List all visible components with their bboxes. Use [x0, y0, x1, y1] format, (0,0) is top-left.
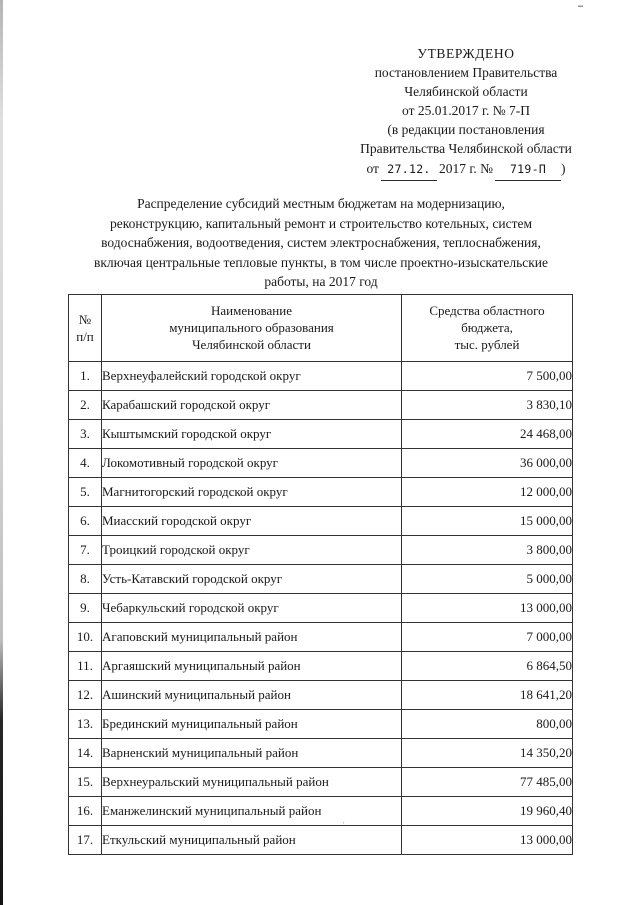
row-number-cell: 9.: [69, 594, 102, 623]
table-row: [69, 478, 573, 507]
municipality-name-cell: Верхнеуральский муниципальный район: [102, 768, 402, 797]
row-number-cell: 12.: [69, 681, 102, 710]
municipality-name-cell: Троицкий городской округ: [102, 536, 402, 565]
column-header-municipality: [102, 295, 402, 362]
column-header-municipality-line-3: Челябинской области: [192, 337, 311, 352]
budget-amount-cell: 18 641,20: [402, 681, 573, 710]
approval-block: [330, 44, 602, 181]
edition-date-field[interactable]: 27.12.: [381, 160, 437, 181]
row-number-cell: 10.: [69, 623, 102, 652]
edition-date-line: [330, 159, 602, 181]
title-line-3: водоснабжения, водоотведения, систем электроснабжения, теплоснабжения,: [101, 235, 541, 250]
row-number-cell: 2.: [69, 391, 102, 420]
row-number-cell: 15.: [69, 768, 102, 797]
approval-line-4: (в редакции постановления: [387, 122, 545, 137]
table-row: [69, 565, 573, 594]
column-header-number-line-1: №: [78, 311, 92, 327]
table-row: [69, 710, 573, 739]
edition-middle-label: 2017 г. №: [438, 161, 493, 176]
scan-speck-bottom: ▪: [343, 820, 345, 825]
table-row: [69, 739, 573, 768]
row-number-cell: 5.: [69, 478, 102, 507]
municipality-name-cell: Кыштымский городской округ: [102, 420, 402, 449]
scan-edge-artifact: [0, 0, 3, 905]
row-number-cell: 7.: [69, 536, 102, 565]
budget-amount-cell: 6 864,50: [402, 652, 573, 681]
column-header-budget: [402, 295, 573, 362]
column-header-budget-line-3: тыс. рублей: [454, 337, 520, 352]
row-number-cell: 17.: [69, 826, 102, 855]
column-header-municipality-line-2: муниципального образования: [169, 320, 334, 335]
budget-amount-cell: 3 800,00: [402, 536, 573, 565]
table-body: [69, 362, 573, 855]
row-number-cell: 11.: [69, 652, 102, 681]
table-header-row: [69, 295, 573, 362]
table-row: [69, 652, 573, 681]
budget-amount-cell: 14 350,20: [402, 739, 573, 768]
table-row: [69, 681, 573, 710]
title-line-5: работы, на 2017 год: [264, 274, 378, 289]
budget-amount-cell: 3 830,10: [402, 391, 573, 420]
budget-amount-cell: 36 000,00: [402, 449, 573, 478]
scan-speck-top: ▬: [578, 4, 584, 9]
budget-amount-cell: 13 000,00: [402, 594, 573, 623]
approval-line-1: постановлением Правительства: [374, 65, 558, 80]
table-row: [69, 536, 573, 565]
approval-line-5: Правительства Челябинской области: [360, 141, 572, 156]
row-number-cell: 1.: [69, 362, 102, 391]
title-line-2: реконструкцию, капитальный ремонт и строительство котельных, систем: [109, 215, 533, 231]
edition-suffix-label: ): [561, 161, 566, 176]
municipality-name-cell: Варненский муниципальный район: [102, 739, 402, 768]
budget-amount-cell: 15 000,00: [402, 507, 573, 536]
budget-amount-cell: 5 000,00: [402, 565, 573, 594]
table-row: [69, 362, 573, 391]
title-line-1: Распределение субсидий местным бюджетам на модернизацию,: [137, 196, 505, 211]
table-row: [69, 826, 573, 855]
municipality-name-cell: Еманжелинский муниципальный район: [102, 797, 402, 826]
table-row: [69, 768, 573, 797]
column-header-budget-line-1: Средства областного: [429, 303, 545, 318]
column-header-budget-line-2: бюджета,: [461, 320, 513, 335]
row-number-cell: 14.: [69, 739, 102, 768]
approval-line-2: Челябинской области: [404, 84, 528, 99]
approval-line-3: от 25.01.2017 г. № 7-П: [402, 103, 530, 118]
column-header-number: [69, 295, 102, 362]
budget-amount-cell: 800,00: [402, 710, 573, 739]
municipality-name-cell: Миасский городской округ: [102, 507, 402, 536]
budget-amount-cell: 7 000,00: [402, 623, 573, 652]
municipality-name-cell: Карабашский городской округ: [102, 391, 402, 420]
title-line-4: включая центральные тепловые пункты, в том числе проектно-изыскательские: [93, 254, 549, 270]
municipality-name-cell: Чебаркульский городской округ: [102, 594, 402, 623]
row-number-cell: 6.: [69, 507, 102, 536]
column-header-municipality-line-1: Наименование: [211, 303, 292, 318]
budget-amount-cell: 77 485,00: [402, 768, 573, 797]
document-title: [64, 194, 578, 292]
budget-amount-cell: 12 000,00: [402, 478, 573, 507]
table-row: [69, 449, 573, 478]
row-number-cell: 3.: [69, 420, 102, 449]
edition-prefix-label: от: [366, 161, 379, 176]
budget-amount-cell: 7 500,00: [402, 362, 573, 391]
table-row: [69, 420, 573, 449]
edition-number-field[interactable]: 719-П: [495, 160, 561, 181]
row-number-cell: 16.: [69, 797, 102, 826]
municipality-name-cell: Еткульский муниципальный район: [102, 826, 402, 855]
row-number-cell: 4.: [69, 449, 102, 478]
table-row: [69, 507, 573, 536]
row-number-cell: 8.: [69, 565, 102, 594]
municipality-name-cell: Брединский муниципальный район: [102, 710, 402, 739]
budget-amount-cell: 19 960,40: [402, 797, 573, 826]
municipality-name-cell: Ашинский муниципальный район: [102, 681, 402, 710]
municipality-name-cell: Агаповский муниципальный район: [102, 623, 402, 652]
column-header-number-line-2: п/п: [76, 328, 94, 344]
table-row: [69, 594, 573, 623]
municipality-name-cell: Магнитогорский городской округ: [102, 478, 402, 507]
table-row: [69, 623, 573, 652]
municipality-name-cell: Аргаяшский муниципальный район: [102, 652, 402, 681]
municipality-name-cell: Локомотивный городской округ: [102, 449, 402, 478]
approval-heading: УТВЕРЖДЕНО: [417, 46, 515, 61]
budget-amount-cell: 13 000,00: [402, 826, 573, 855]
municipality-name-cell: Усть-Катавский городской округ: [102, 565, 402, 594]
municipality-name-cell: Верхнеуфалейский городской округ: [102, 362, 402, 391]
table-row: [69, 391, 573, 420]
table-row: [69, 797, 573, 826]
subsidy-distribution-table: [68, 294, 573, 855]
budget-amount-cell: 24 468,00: [402, 420, 573, 449]
table-header: [69, 295, 573, 362]
row-number-cell: 13.: [69, 710, 102, 739]
